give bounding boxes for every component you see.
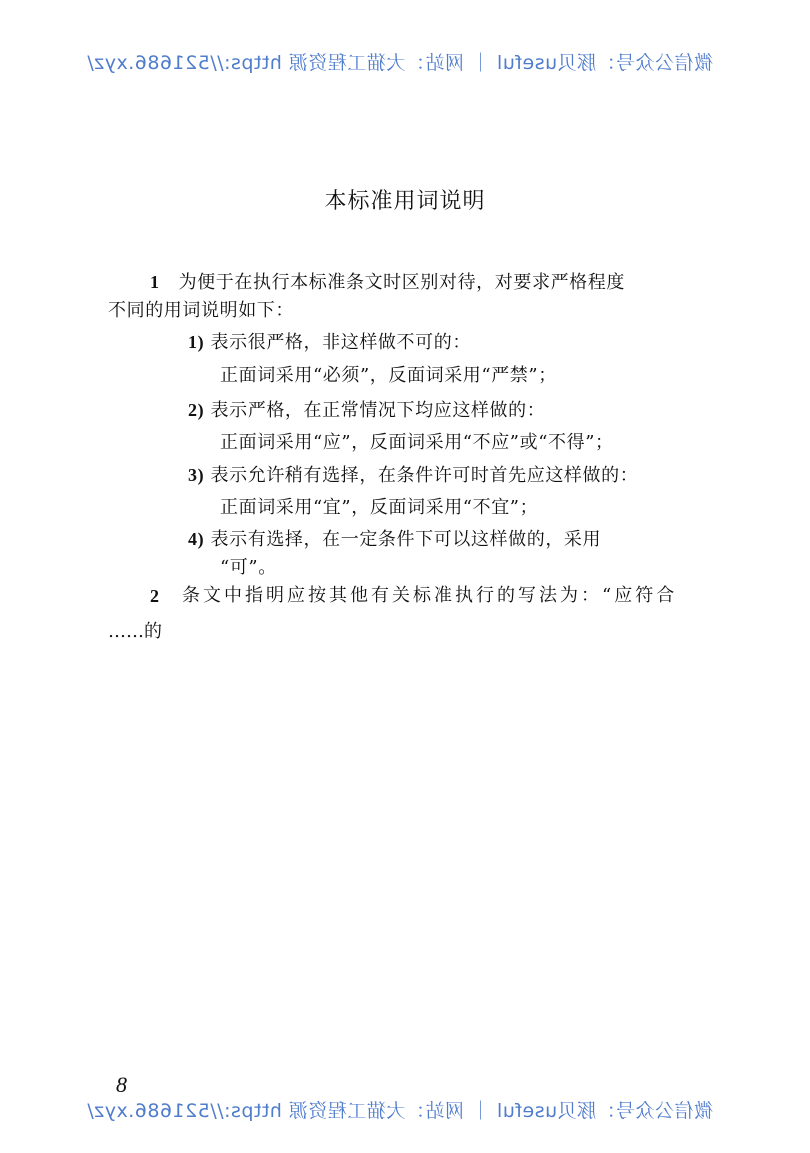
clause-2-line-2-cut <box>108 617 164 643</box>
clause-2-line-1-cut <box>182 585 712 606</box>
list-item <box>188 461 638 487</box>
list-item <box>188 396 545 422</box>
list-item <box>188 525 601 551</box>
watermark-top: 微信公众号：豚贝useful ｜ 网站：大猫工程资源 https://521686.xyz/ <box>86 52 714 74</box>
item-text: 表示允许稍有选择，在条件许可时首先应这样做的： <box>210 465 639 486</box>
clause-number: 2 <box>150 586 160 606</box>
item-sub-text: 正面词采用“应”，反面词采用“不应”或“不得”； <box>220 432 614 453</box>
item-text: 表示很严格，非这样做不可的： <box>210 332 471 353</box>
page-title: 本标准用词说明 <box>324 189 486 214</box>
item-text: 表示有选择，在一定条件下可以这样做的，采用 <box>210 529 602 550</box>
item-sub-text: 正面词采用“必须”，反面词采用“严禁”； <box>220 365 557 386</box>
clause-2-line-1: 条文中指明应按其他有关标准执行的写法为：“应符合 <box>182 585 678 606</box>
item-text: 表示严格，在正常情况下均应这样做的： <box>210 400 546 421</box>
clause-2-number <box>150 586 160 607</box>
page-number: 8 <box>116 1072 127 1097</box>
item-sub-text: 正面词采用“宜”，反面词采用“不宜”； <box>220 497 539 518</box>
watermark-bottom: 微信公众号：豚贝useful ｜ 网站：大猫工程资源 https://521686.xyz/ <box>86 1100 714 1122</box>
clause-1-line-1 <box>150 268 625 294</box>
clause-2-line-2: ……的 <box>108 621 162 642</box>
item-number: 1) <box>188 332 205 352</box>
item-number: 2) <box>188 400 205 420</box>
item-number: 4) <box>188 529 205 549</box>
item-sub-text: “可”。 <box>220 557 277 578</box>
clause-number: 1 <box>150 272 160 292</box>
list-item <box>188 328 471 354</box>
item-number: 3) <box>188 465 205 485</box>
clause-1-line-2: 不同的用词说明如下： <box>108 300 294 321</box>
clause-text: 为便于在执行本标准条文时区别对待，对要求严格程度 <box>178 272 625 293</box>
